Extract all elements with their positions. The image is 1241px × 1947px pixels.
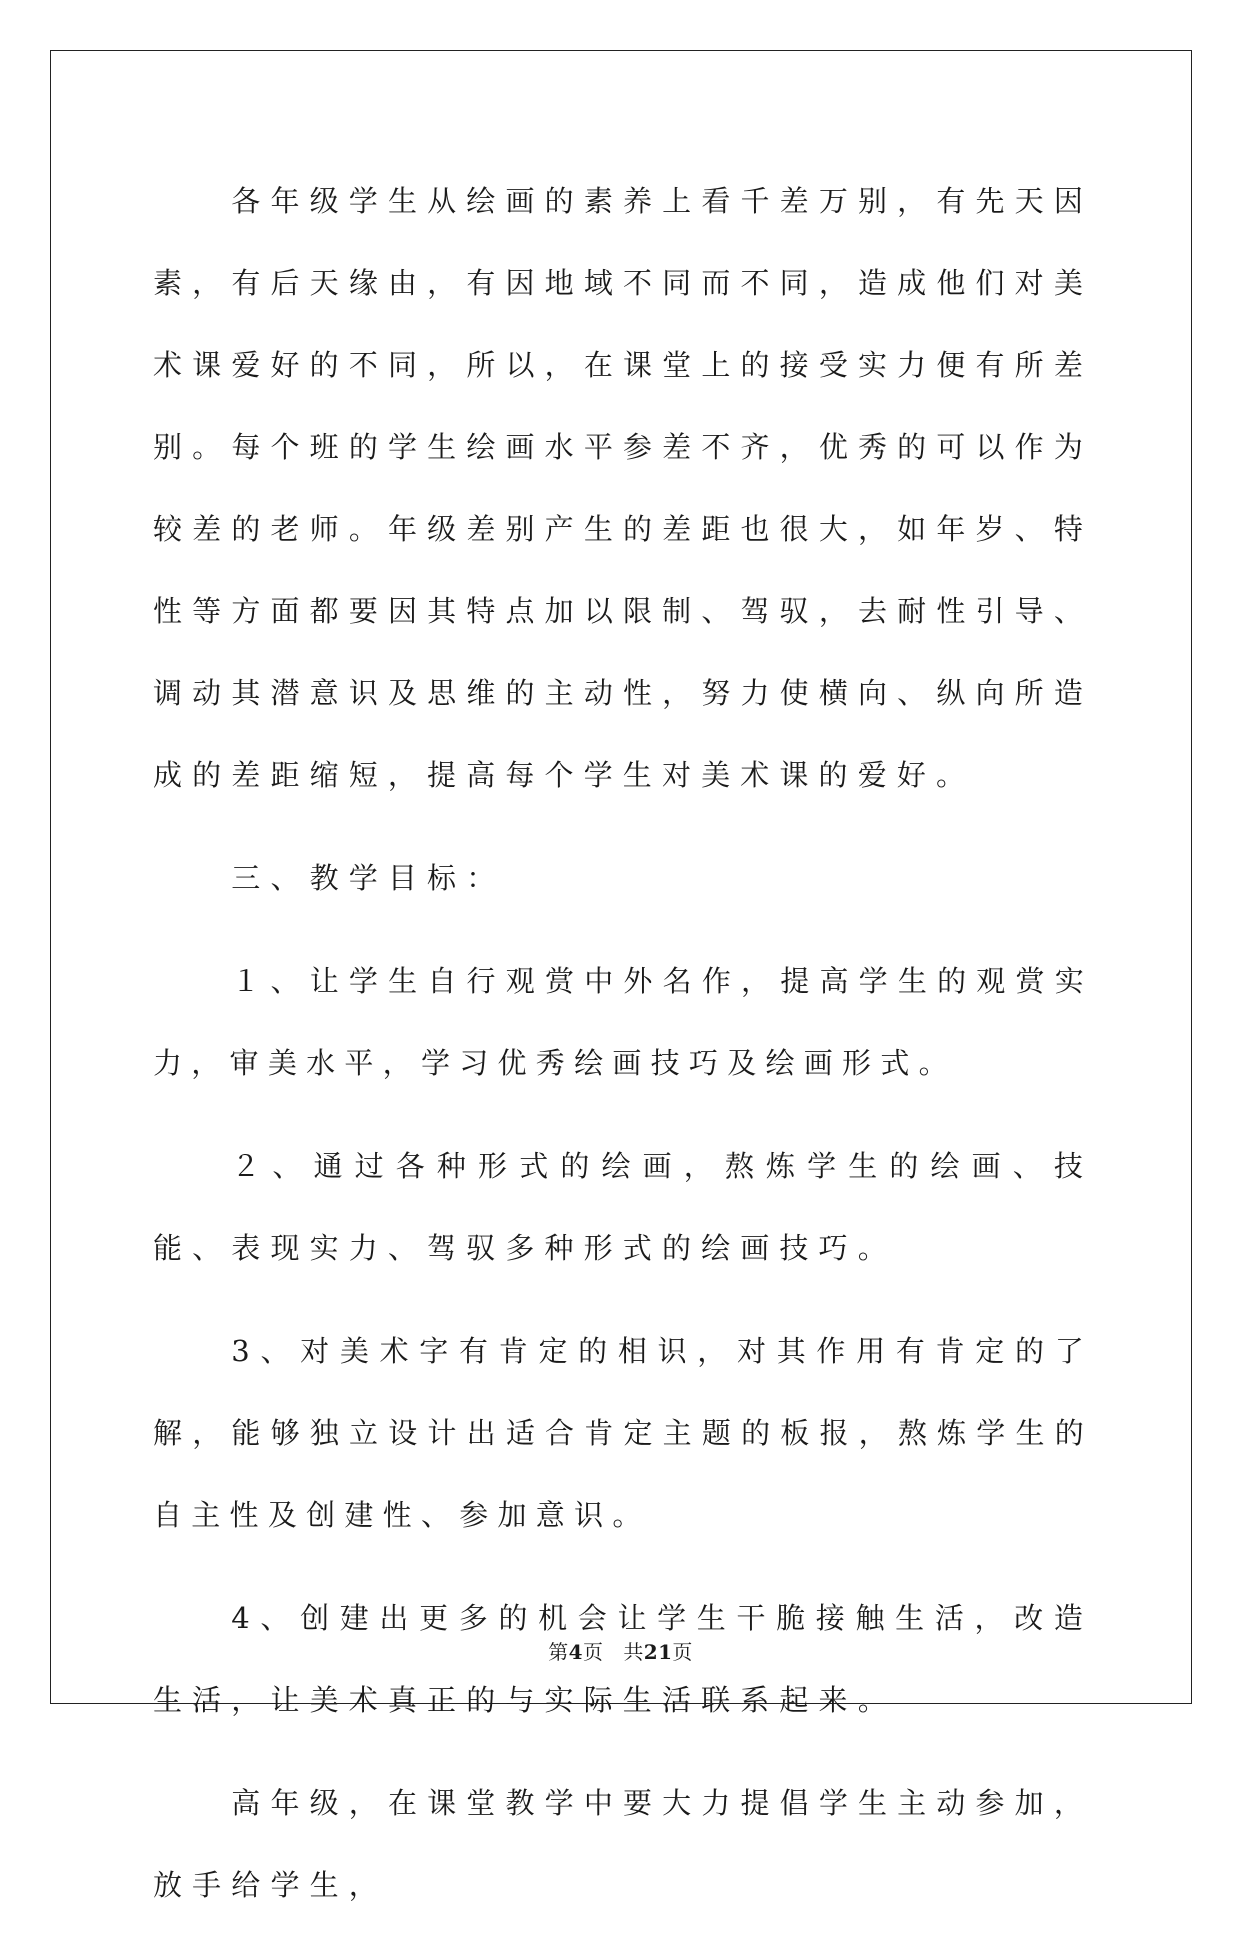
- goal-item-3: 3、对美术字有肯定的相识，对其作用有肯定的了解，能够独立设计出适合肯定主题的板报，熬炼学生的自主性及创建性、参加意识。: [153, 1334, 1093, 1532]
- footer-total-pages: 21: [643, 1640, 673, 1664]
- footer-page-suffix: 页: [582, 1640, 604, 1664]
- paragraph-student-differences: 各年级学生从绘画的素养上看千差万别，有先天因素，有后天缘由，有因地域不同而不同，造成他们对美术课爱好的不同，所以，在课堂上的接受实力便有所差别。每个班的学生绘画水平参差不齐，优秀的可以作为较差的老师。年级差别产生的差距也很大，如年岁、特性等方面都要因其特点加以限制、驾驭，去耐性引导、调动其潜意识及思维的主动性，努力使横向、纵向所造成的差距缩短，提高每个学生对美术课的爱好。: [153, 184, 1093, 792]
- section-heading-teaching-goals: 三、教学目标：: [231, 861, 506, 895]
- footer-page-prefix: 第: [548, 1640, 569, 1664]
- goal-item-1: １、让学生自行观赏中外名作，提高学生的观赏实力，审美水平，学习优秀绘画技巧及绘画形式。: [153, 964, 1093, 1080]
- footer-total-prefix: 共: [623, 1640, 644, 1664]
- goal-item-4: 4、创建出更多的机会让学生干脆接触生活，改造生活，让美术真正的与实际生活联系起来。: [153, 1601, 1093, 1717]
- goal-item-2: ２、通过各种形式的绘画，熬炼学生的绘画、技能、表现实力、驾驭多种形式的绘画技巧。: [153, 1149, 1093, 1265]
- footer-page-number: 4: [568, 1640, 583, 1664]
- footer-total-suffix: 页: [672, 1640, 693, 1664]
- document-body: [153, 160, 1093, 1947]
- paragraph-senior-grades: 高年级，在课堂教学中要大力提倡学生主动参加，放手给学生，: [153, 1786, 1093, 1902]
- page-footer: [0, 1636, 1241, 1665]
